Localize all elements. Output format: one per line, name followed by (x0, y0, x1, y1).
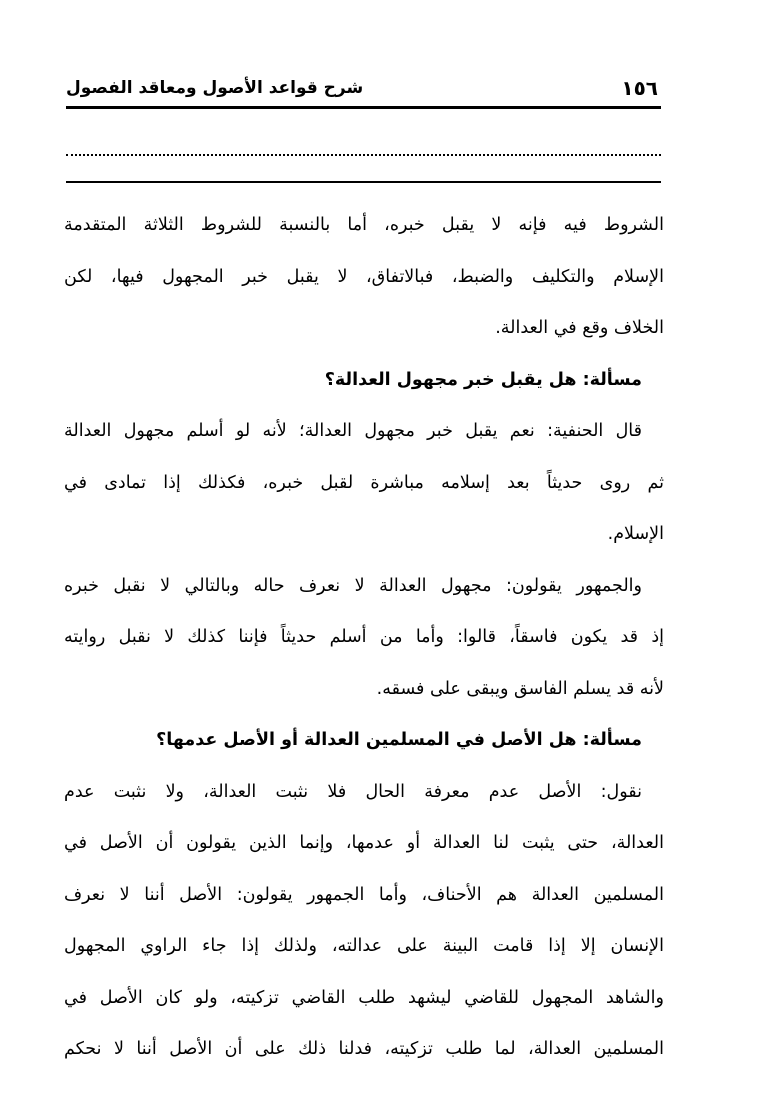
page-number: ١٥٦ (621, 76, 658, 100)
text-line: قال الحنفية: نعم يقبل خبر مجهول العدالة؛ لأنه لو أسلم مجهول العدالة (64, 421, 642, 441)
section-heading: مسألة: هل يقبل خبر مجهول العدالة؟ (324, 369, 642, 390)
running-title: شرح قواعد الأصول ومعاقد الفصول (66, 78, 364, 98)
text-line: الإسلام والتكليف والضبط، فبالاتفاق، لا يقبل خبر المجهول فيها، لكن (64, 266, 664, 287)
text-line: الشروط فيه فإنه لا يقبل خبره، أما بالنسبة للشروط الثلاثة المتقدمة (64, 215, 664, 235)
text-line: نقول: الأصل عدم معرفة الحال فلا نثبت العدالة، ولا نثبت عدم (64, 781, 642, 802)
text-line: المسلمين العدالة، لما طلب تزكيته، فدلنا ذلك على أن الأصل أننا لا نحكم (64, 1039, 664, 1059)
text-line: لأنه قد يسلم الفاسق ويبقى على فسقه. (376, 678, 664, 699)
body-text (64, 200, 664, 1076)
text-line: الإنسان إلا إذا قامت البينة على عدالته، ولذلك إذا جاء الراوي المجهول (64, 936, 664, 956)
text-line: إذ قد يكون فاسقاً، قالوا: وأما من أسلم حديثاً فإننا كذلك لا نقبل روايته (64, 627, 664, 647)
text-line: الإسلام. (607, 524, 664, 544)
text-line: العدالة، حتى يثبت لنا العدالة أو عدمها، وإنما الذين يقولون أن الأصل في (64, 833, 664, 853)
text-line: ثم روى حديثاً بعد إسلامه مباشرة لقبل خبره، فكذلك إذا تمادى في (64, 472, 664, 493)
dotted-separator (66, 154, 661, 156)
section-heading: مسألة: هل الأصل في المسلمين العدالة أو الأصل عدمها؟ (156, 730, 642, 750)
page-header (66, 74, 658, 102)
text-line: والجمهور يقولون: مجهول العدالة لا نعرف حاله وبالتالي لا نقبل خبره (64, 575, 642, 596)
text-line: المسلمين العدالة هم الأحناف، وأما الجمهور يقولون: الأصل أننا لا نعرف (64, 884, 664, 905)
text-line: والشاهد المجهول للقاضي ليشهد طلب القاضي تزكيته، ولو كان الأصل في (64, 987, 664, 1008)
text-top-rule (66, 181, 661, 183)
text-line: الخلاف وقع في العدالة. (495, 318, 664, 338)
header-rule (66, 106, 661, 109)
